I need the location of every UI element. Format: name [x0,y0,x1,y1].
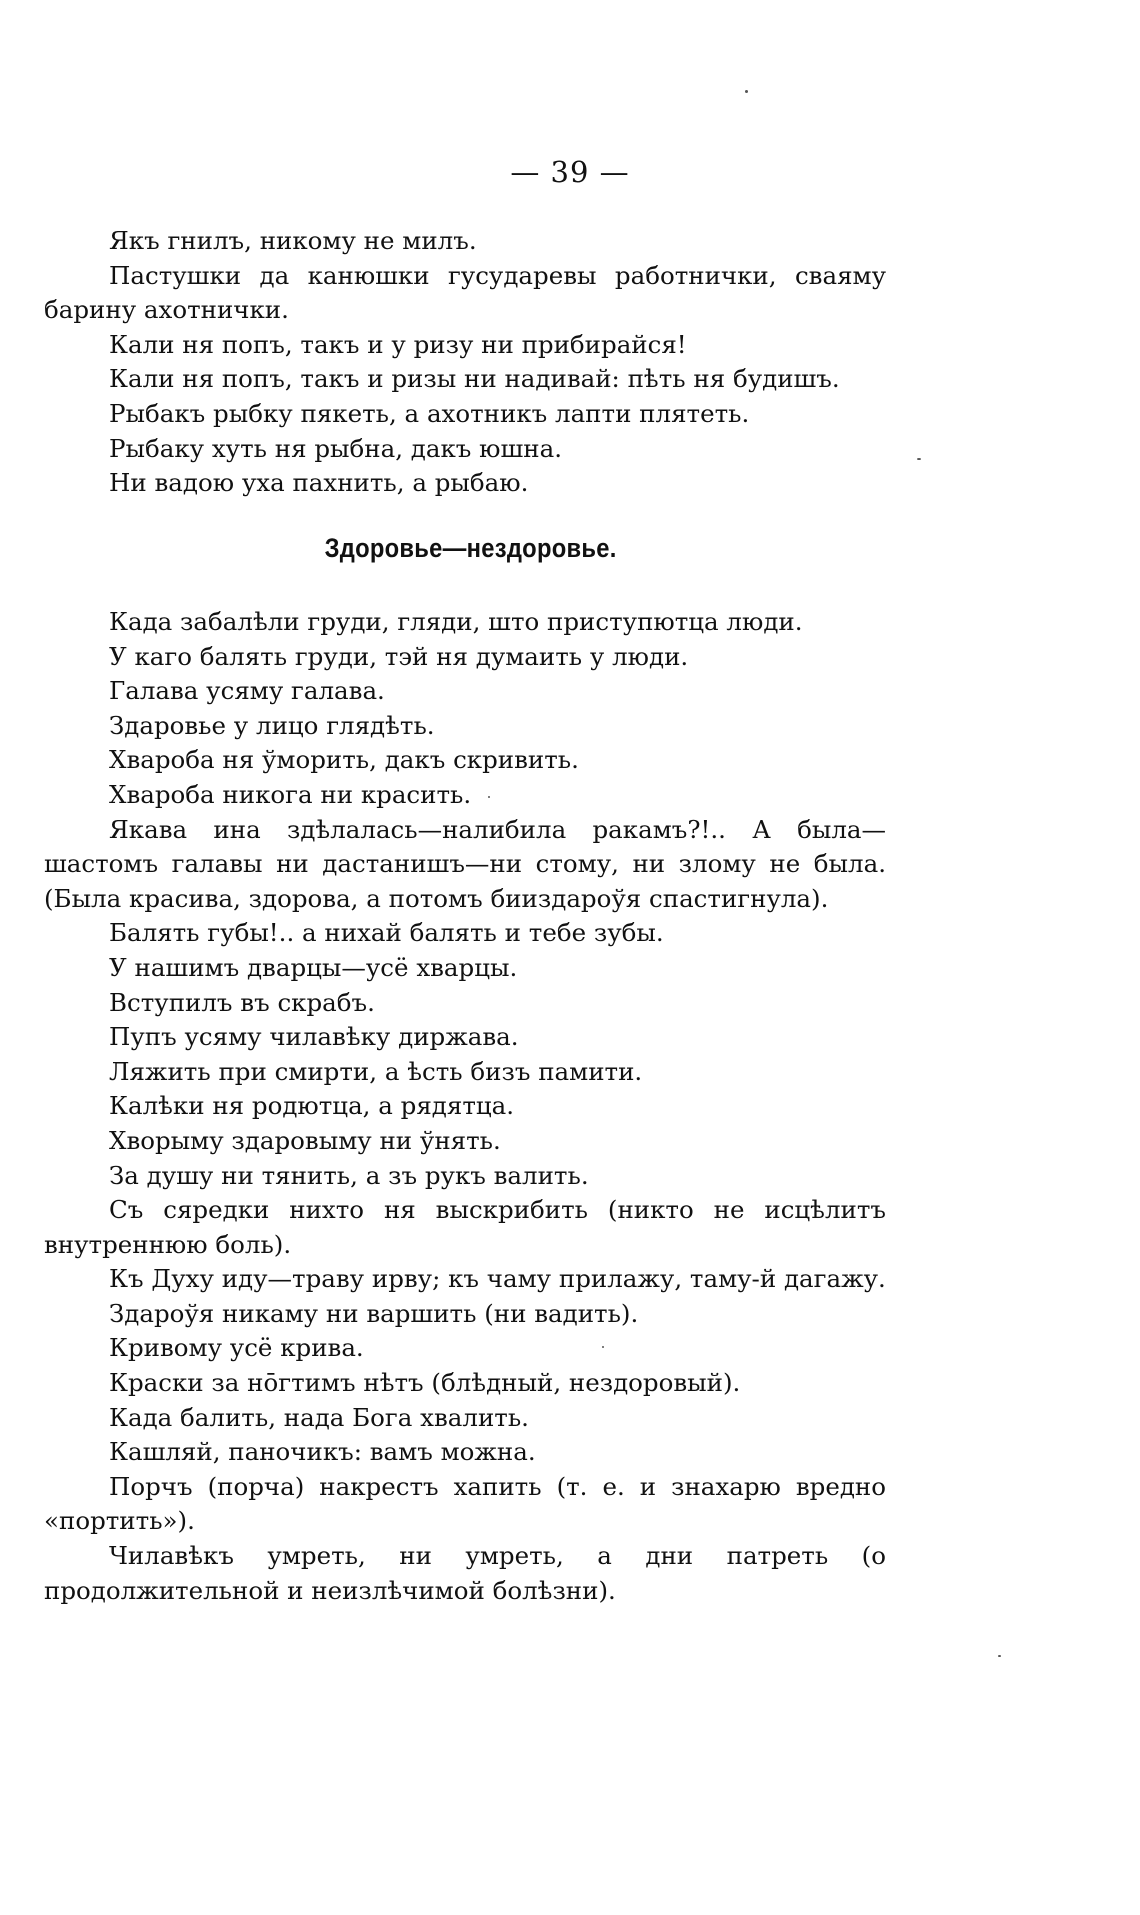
ink-speck [745,90,748,93]
section-heading: Здоровье—нездоровье. [324,533,617,563]
proverb-line: За душу ни тянить, а зъ рукъ валить. [109,1160,589,1190]
proverb-line: Пупъ усяму чилавѣку диржава. [109,1022,519,1052]
proverb-line: Кашляй, паночикъ: вамъ можна. [109,1437,536,1467]
proverb-line: Галава усяму галава. [109,676,385,706]
proverb-line: Якава ина здѣлалась—налибила ракамъ?!.. А была—шастомъ галавы ни дастанишъ—ни стому, ни злому не была. (Была красива, здорова, а потомъ бииздароўя спастигнула). [44,814,886,913]
proverb-line: Якъ гнилъ, никому не милъ. [109,226,477,255]
proverb-line: Када забалѣли груди, гляди, што приступютца люди. [109,607,803,636]
proverb-line: Хвароба ня ўморить, дакъ скривить. [109,745,579,775]
proverb-line: Када балить, нада Бога хвалить. [109,1402,529,1432]
proverb-line: Съ сяредки нихто ня выскрибить (никто не исцѣлитъ внутреннюю боль). [44,1195,886,1259]
proverb-line: Хвароба никога ни красить. [109,779,472,809]
proverb-line: У нашимъ дварцы—усё хварцы. [109,952,518,982]
proverb-line: Кали ня попъ, такъ и ризы ни надивай: пѣть ня будишъ. [109,364,840,394]
proverb-line: Кривому усё крива. [109,1333,364,1363]
proverb-line: Балять губы!.. а нихай балять и тебе зубы. [109,918,664,948]
proverb-line: Здароўя никаму ни варшить (ни вадить). [109,1298,639,1328]
page-number: — 39 — [510,155,630,189]
proverbs-fishing-section [44,224,886,501]
proverb-line: Рыбаку хуть ня рыбна, дакъ юшна. [109,433,562,463]
ink-speck [998,1655,1001,1657]
proverb-line: Хворыму здаровыму ни ўнять. [109,1125,501,1155]
proverb-line: Ни вадою уха пахнить, а рыбаю. [109,468,529,498]
proverb-line: Кали ня попъ, такъ и у ризу ни прибирайся! [109,329,687,359]
ink-speck [488,796,490,798]
proverb-line: Здаровье у лицо глядѣть. [109,710,435,740]
proverb-line: Пастушки да канюшки гусударевы работнички, сваяму барину ахотнички. [44,260,886,325]
proverb-line: У каго балять груди, тэй ня думаить у люди. [109,641,689,671]
proverb-line: Калѣки ня родютца, а рядятца. [109,1091,515,1121]
proverb-line: Чилавѣкъ умреть, ни умреть, а дни патреть (о продолжительной и неизлѣчимой болѣзни). [44,1541,886,1605]
proverb-line: Краски за нōгтимъ нѣтъ (блѣдный, нездоровый). [109,1368,741,1398]
proverb-line: Рыбакъ рыбку пякеть, а ахотникъ лапти плятеть. [109,398,750,428]
proverb-line: Порчъ (порча) накрестъ хапить (т. е. и знахарю вредно «портить»). [44,1471,886,1536]
proverb-line: Ляжить при смирти, а ѣсть бизъ памити. [109,1056,643,1086]
proverb-line: Вступилъ въ скрабъ. [109,987,375,1017]
proverbs-health-section [44,605,886,1608]
proverb-line: Къ Духу иду—траву ирву; къ чаму прилажу, таму-й дагажу. [109,1264,886,1294]
ink-speck [602,1346,604,1348]
ink-speck [917,458,921,460]
